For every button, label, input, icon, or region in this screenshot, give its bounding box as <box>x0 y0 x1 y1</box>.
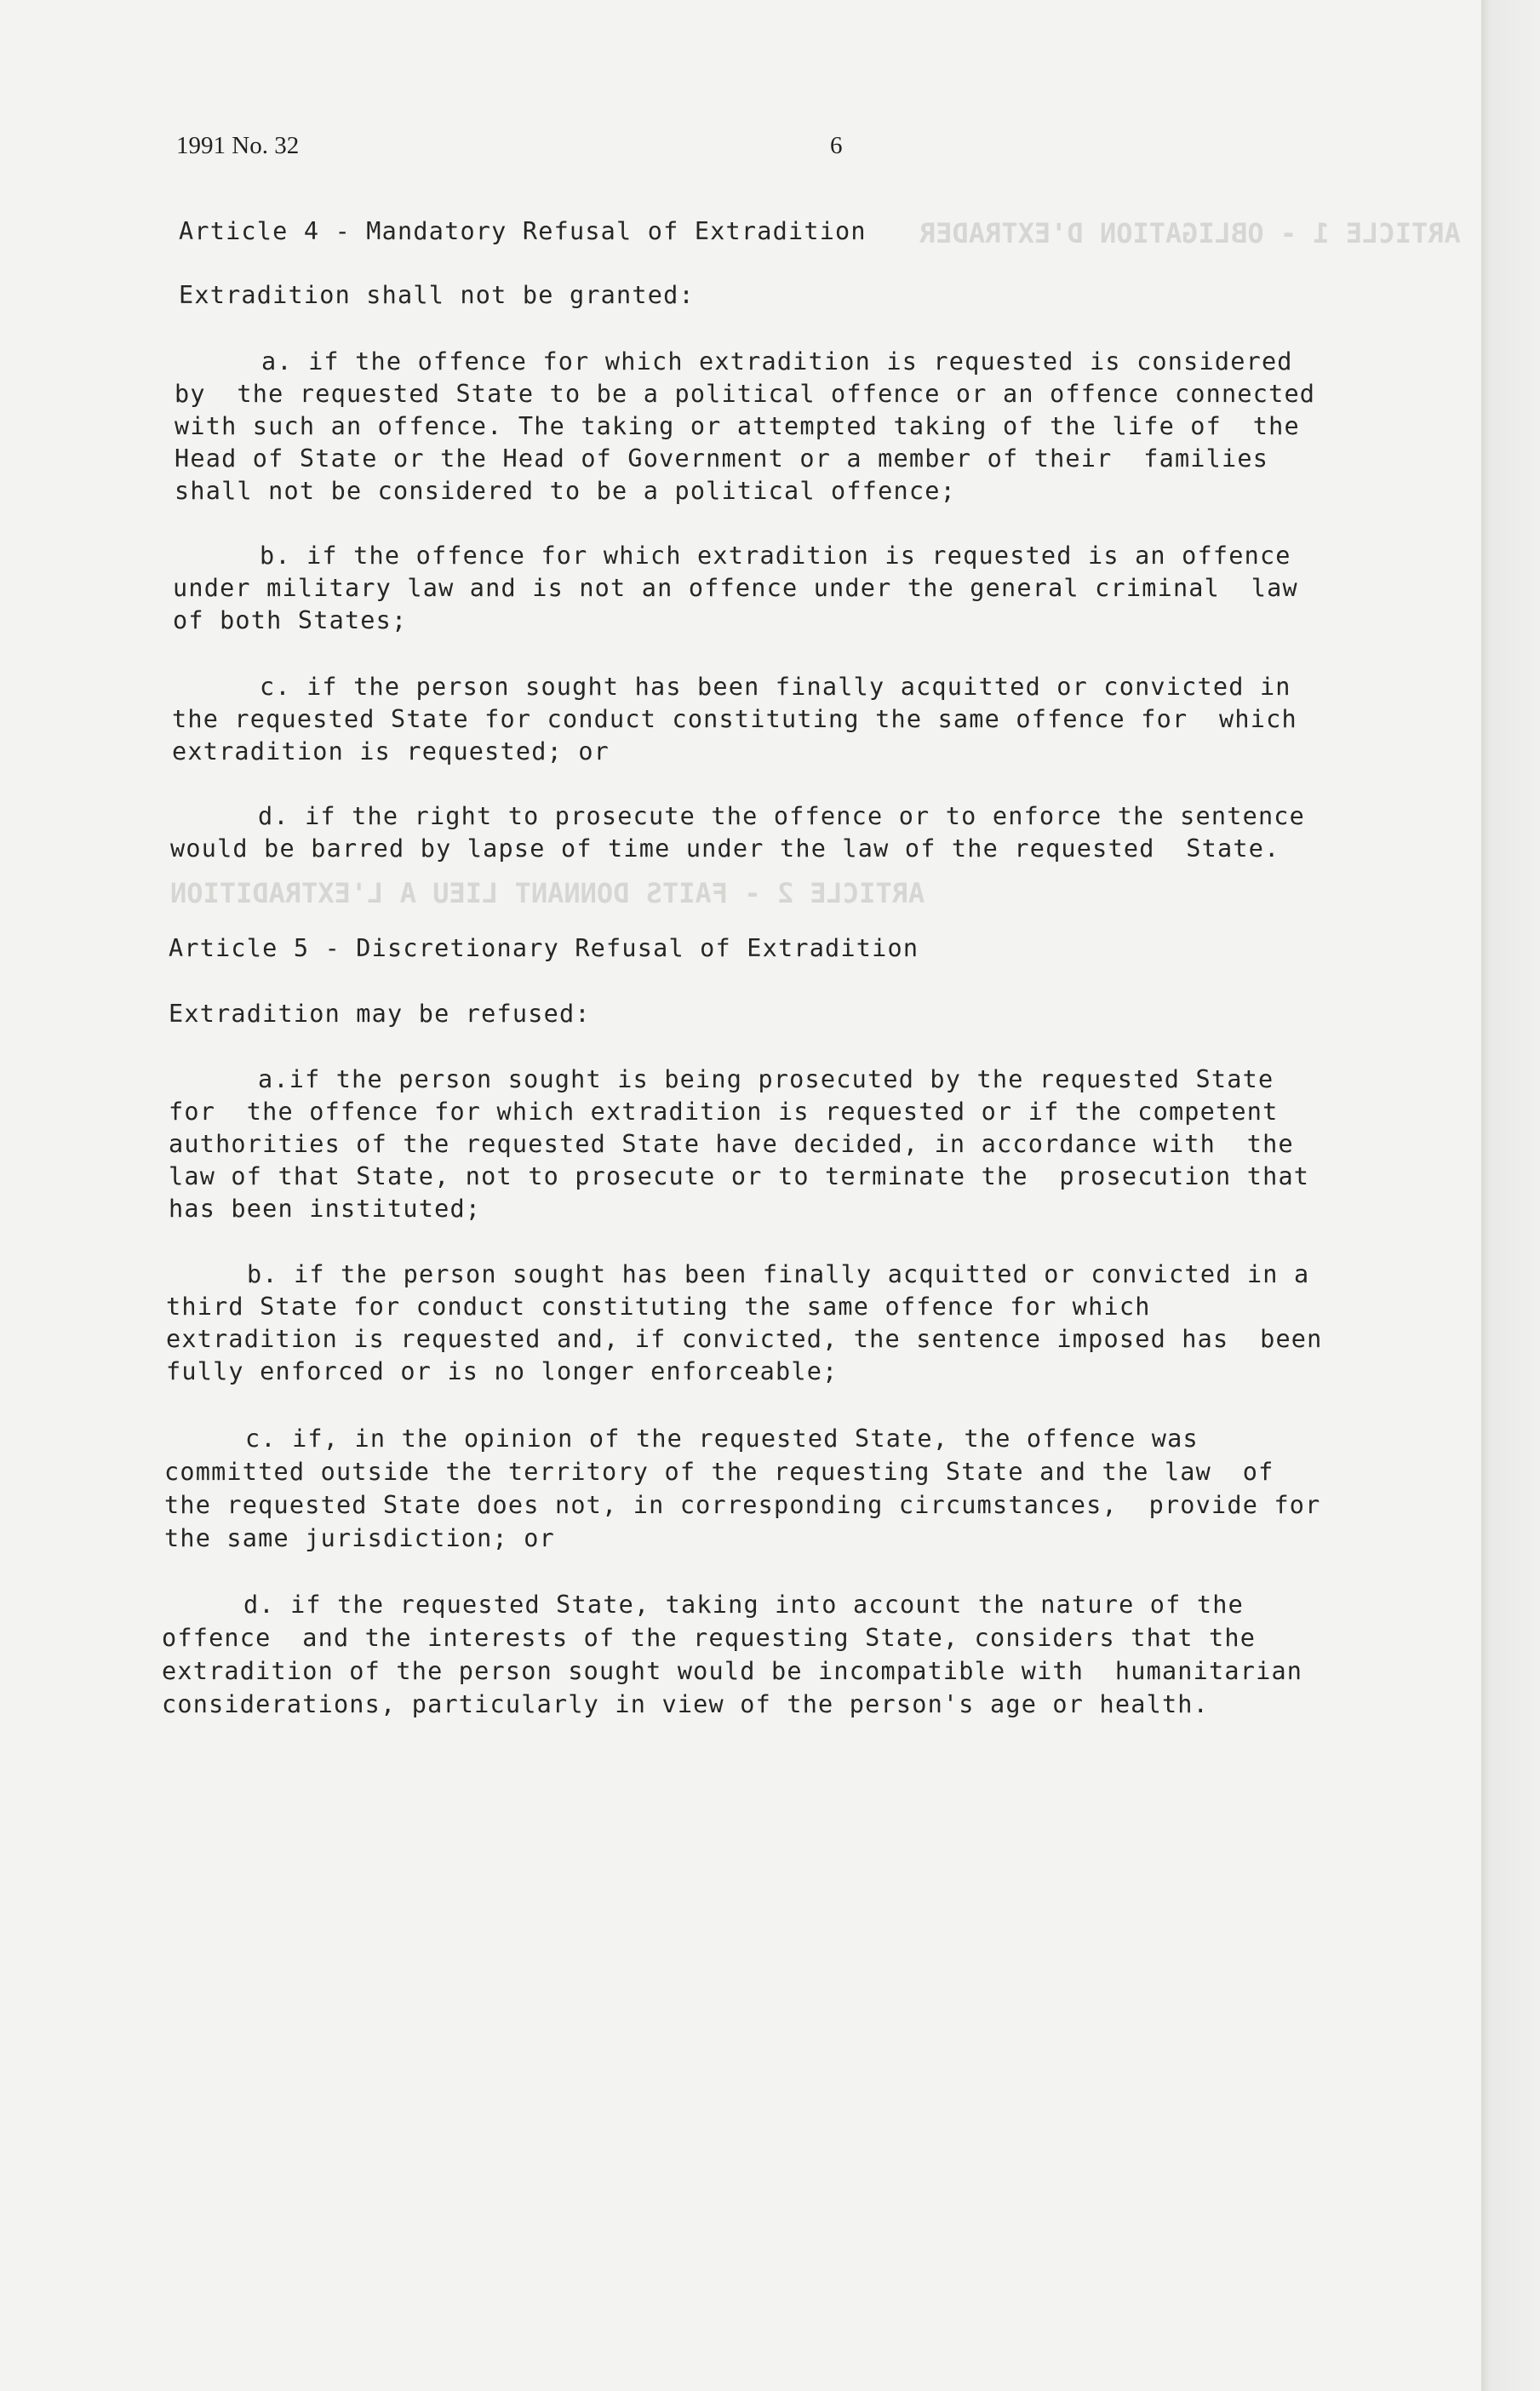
page-number: 6 <box>830 132 843 159</box>
article-4-item-a-line: Head of State or the Head of Government or a member of their families <box>175 444 1269 473</box>
article-5-intro: Extradition may be refused: <box>169 1000 591 1028</box>
article-5-item-c-line: c. if, in the opinion of the requested State, the offence was <box>245 1425 1199 1453</box>
article-4-item-b-line: under military law and is not an offence under the general criminal law <box>173 574 1298 602</box>
article-5-item-d-line: offence and the interests of the requesting State, considers that the <box>162 1624 1257 1652</box>
article-5-item-b-line: b. if the person sought has been finally acquitted or convicted in a <box>247 1260 1310 1288</box>
article-5-item-b-line: fully enforced or is no longer enforceable; <box>166 1357 839 1385</box>
article-5-item-a-line: has been instituted; <box>169 1195 482 1223</box>
article-4-heading: Article 4 - Mandatory Refusal of Extradition <box>179 217 867 245</box>
article-5-item-c-line: the requested State does not, in corresponding circumstances, provide for <box>164 1491 1321 1519</box>
article-4-item-c-line: the requested State for conduct constituting the same offence for which <box>172 705 1297 733</box>
article-4-item-c-line: extradition is requested; or <box>172 737 610 765</box>
article-4-item-c-line: c. if the person sought has been finally acquitted or convicted in <box>260 673 1291 701</box>
article-5-item-d-line: considerations, particularly in view of the person's age or health. <box>162 1690 1210 1718</box>
article-5-item-c-line: the same jurisdiction; or <box>164 1524 555 1552</box>
document-reference: 1991 No. 32 <box>176 132 300 159</box>
article-4-item-d-line: would be barred by lapse of time under the law of the requested State. <box>170 834 1280 863</box>
page-edge-shadow <box>1481 0 1540 2391</box>
article-5-item-d-line: extradition of the person sought would be incompatible with humanitarian <box>162 1657 1303 1685</box>
article-4-item-a-line: with such an offence. The taking or attempted taking of the life of the <box>175 412 1300 440</box>
show-through-artifact: ARTICLE 2 - FAITS DONNANT LIEU A L'EXTRADITION <box>170 877 925 909</box>
article-5-item-a-line: law of that State, not to prosecute or to terminate the prosecution that <box>169 1162 1310 1190</box>
article-5-item-a-line: authorities of the requested State have decided, in accordance with the <box>169 1130 1294 1158</box>
show-through-artifact: ARTICLE 1 - OBLIGATION D'EXTRADER <box>919 217 1461 249</box>
article-4-item-a-line: shall not be considered to be a political offence; <box>175 477 956 505</box>
article-5-item-a-line: a.if the person sought is being prosecuted by the requested State <box>258 1065 1274 1093</box>
article-4-item-d-line: d. if the right to prosecute the offence or to enforce the sentence <box>258 802 1306 830</box>
article-5-heading: Article 5 - Discretionary Refusal of Extradition <box>169 934 919 962</box>
article-4-item-b-line: of both States; <box>173 606 408 634</box>
article-5-item-b-line: third State for conduct constituting the same offence for which <box>166 1293 1151 1321</box>
article-4-item-b-line: b. if the offence for which extradition is requested is an offence <box>260 542 1291 570</box>
article-4-item-a-line: by the requested State to be a political offence or an offence connected <box>175 380 1316 408</box>
article-5-item-c-line: committed outside the territory of the requesting State and the law of <box>164 1458 1274 1486</box>
article-5-item-d-line: d. if the requested State, taking into account the nature of the <box>243 1591 1244 1619</box>
article-4-intro: Extradition shall not be granted: <box>179 281 695 309</box>
article-5-item-a-line: for the offence for which extradition is requested or if the competent <box>169 1098 1279 1126</box>
article-4-item-a-line: a. if the offence for which extradition is requested is considered <box>261 347 1293 376</box>
article-5-item-b-line: extradition is requested and, if convicted, the sentence imposed has been <box>166 1325 1323 1353</box>
